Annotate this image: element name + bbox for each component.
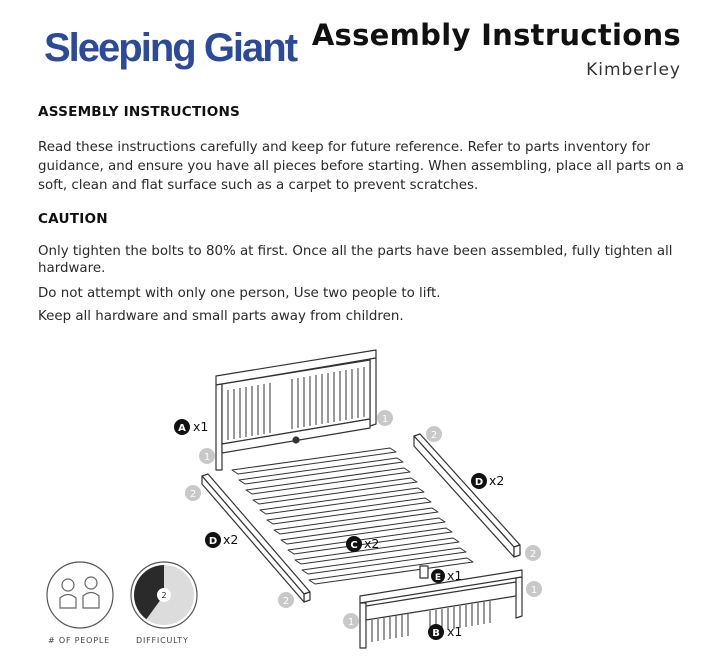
step-number: 1	[203, 452, 211, 463]
part-quantity: x1	[447, 568, 463, 583]
step-number: 2	[529, 549, 537, 560]
step-number: 2	[282, 596, 290, 607]
difficulty-caption: DIFFICULTY	[136, 636, 189, 645]
step-number: 2	[189, 489, 197, 500]
step-number: 1	[347, 617, 355, 628]
people-caption: # OF PEOPLE	[48, 636, 110, 645]
difficulty-value: 2	[161, 591, 167, 600]
caution-item-2: Do not attempt with only one person, Use two people to lift.	[38, 286, 441, 301]
caution-item-1: Only tighten the bolts to 80% at first. Once all the parts have been assembled, fully tighten all hardware.	[38, 244, 673, 276]
assembly-heading: ASSEMBLY INSTRUCTIONS	[38, 104, 241, 120]
part-quantity: x2	[489, 473, 505, 488]
part-badge-d-left	[205, 532, 238, 548]
caution-heading: CAUTION	[38, 211, 108, 227]
part-quantity: x1	[193, 419, 209, 434]
caution-item-3: Keep all hardware and small parts away from children.	[38, 309, 404, 324]
product-name: Kimberley	[586, 60, 681, 80]
part-letter: C	[350, 540, 358, 551]
right-rail-illustration	[414, 434, 520, 557]
part-badge-b	[428, 624, 462, 640]
part-letter: D	[474, 477, 484, 488]
step-number: 2	[430, 430, 438, 441]
part-letter: A	[178, 423, 186, 434]
part-quantity: x1	[447, 624, 463, 639]
brand-logo: Sleeping Giant	[44, 26, 297, 70]
document-title: Assembly Instructions	[311, 18, 681, 52]
step-number: 1	[530, 585, 538, 596]
part-quantity: x2	[223, 532, 239, 547]
assembly-paragraph: Read these instructions carefully and keep for future reference. Refer to parts inventory for guidance, and ensure you have all pieces before starting. When assembling, place all parts on a soft, clean and flat surface such as a carpet to prevent scratches.	[38, 140, 684, 193]
headboard-illustration	[216, 350, 376, 470]
part-badge-a	[174, 419, 208, 435]
center-support-illustration	[420, 566, 428, 578]
part-quantity: x2	[364, 536, 380, 551]
part-letter: D	[208, 536, 218, 547]
part-badge-e	[431, 568, 462, 583]
step-number: 1	[381, 414, 389, 425]
difficulty-gauge	[131, 562, 197, 628]
part-letter: E	[434, 573, 442, 583]
part-letter: B	[432, 628, 440, 639]
people-icon	[47, 562, 113, 628]
part-badge-d-right	[471, 473, 504, 489]
